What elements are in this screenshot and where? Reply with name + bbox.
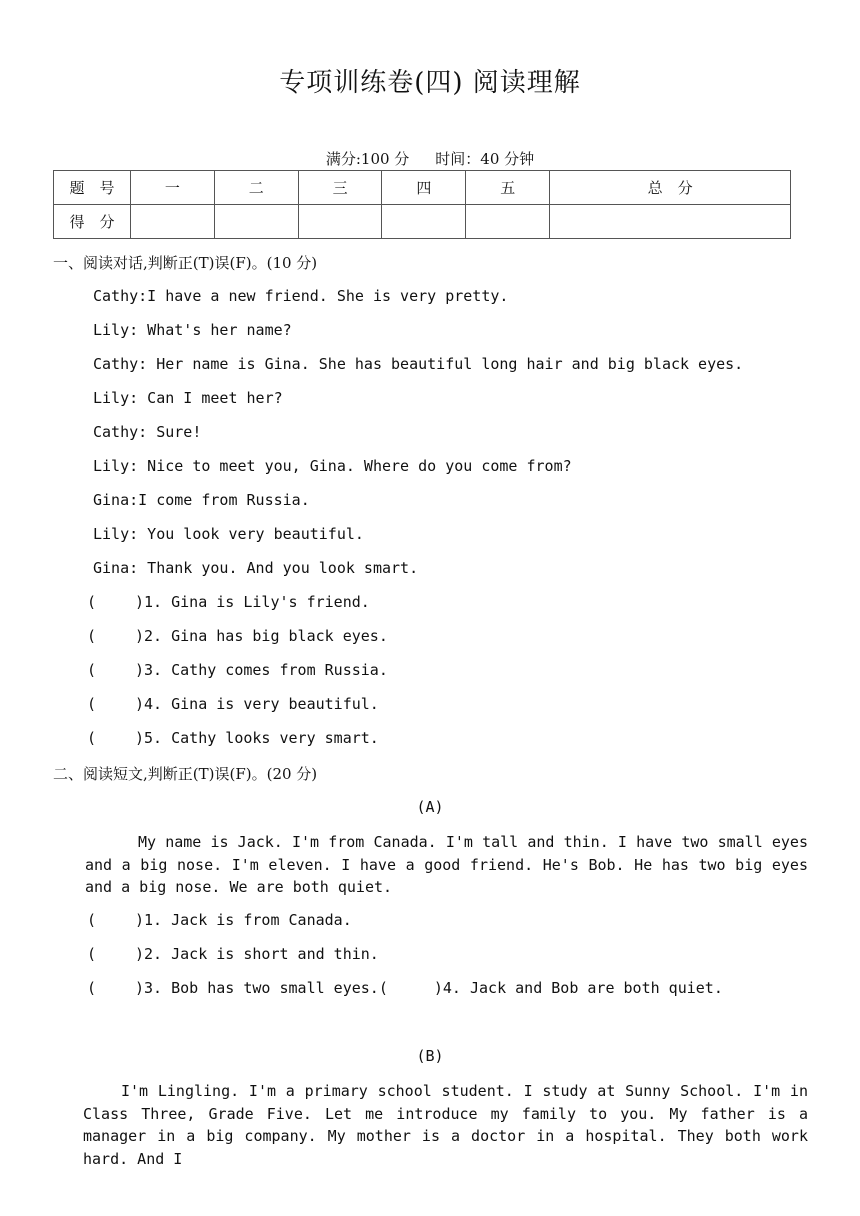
passage-a-text: My name is Jack. I'm from Canada. I'm tall and thin. I have two small eyes and a big nose. I'm eleven. I have a good friend. He's Bob. He has two big eyes and a big nose. We are both quiet. (85, 833, 808, 896)
passage-b-label: (B) (416, 1047, 444, 1065)
dialogue-line: Lily: Can I meet her? (93, 389, 283, 407)
dialogue-line: Lily: You look very beautiful. (93, 525, 364, 543)
score-table-header-row (54, 171, 791, 205)
dialogue-line: Cathy: Her name is Gina. She has beautiful long hair and big black eyes. (93, 355, 744, 373)
score-cell[interactable] (214, 205, 298, 239)
passage-b-text: I'm Lingling. I'm a primary school student. I study at Sunny School. I'm in Class Three, Grade Five. Let me introduce my family to you. My father is a manager in a big company. My mother is a doctor in a hospital. They both work hard. And I (83, 1082, 808, 1168)
dialogue-line: Cathy: Sure! (93, 423, 202, 441)
score-cell[interactable] (382, 205, 466, 239)
question-item: ( )1. Jack is from Canada. (87, 911, 352, 929)
dialogue-line: Cathy:I have a new friend. She is very pretty. (93, 287, 509, 305)
dialogue-line: Lily: What's her name? (93, 321, 292, 339)
question-number-label: 题 号 (54, 171, 131, 205)
exam-meta (0, 148, 860, 169)
dialogue-line: Gina: Thank you. And you look smart. (93, 559, 419, 577)
score-cell[interactable] (131, 205, 215, 239)
question-item: ( )1. Gina is Lily's friend. (87, 593, 370, 611)
score-table-score-row (54, 205, 791, 239)
score-cell[interactable] (298, 205, 382, 239)
column-total: 总 分 (550, 171, 791, 205)
score-cell[interactable] (550, 205, 791, 239)
column-3: 三 (298, 171, 382, 205)
question-item: ( )2. Jack is short and thin. (87, 945, 379, 963)
score-table (53, 170, 791, 239)
question-item: ( )5. Cathy looks very smart. (87, 729, 379, 747)
question-item: ( )3. Cathy comes from Russia. (87, 661, 388, 679)
score-cell[interactable] (466, 205, 550, 239)
dialogue-line: Lily: Nice to meet you, Gina. Where do you come from? (93, 457, 572, 475)
passage-a-label: (A) (416, 798, 444, 816)
section-2-heading: 二、阅读短文,判断正(T)误(F)。(20 分) (53, 765, 318, 783)
column-1: 一 (131, 171, 215, 205)
question-item: ( )2. Gina has big black eyes. (87, 627, 388, 645)
dialogue-line: Gina:I come from Russia. (93, 491, 310, 509)
column-5: 五 (466, 171, 550, 205)
section-1-heading: 一、阅读对话,判断正(T)误(F)。(10 分) (53, 254, 318, 272)
full-score: 满分:100 分 (325, 150, 410, 168)
time-limit: 时间：40 分钟 (435, 150, 535, 168)
question-item: ( )4. Gina is very beautiful. (87, 695, 379, 713)
page-title: 专项训练卷(四) 阅读理解 (279, 68, 581, 98)
question-item: ( )3. Bob has two small eyes.( )4. Jack and Bob are both quiet. (87, 979, 723, 997)
column-4: 四 (382, 171, 466, 205)
column-2: 二 (214, 171, 298, 205)
score-label: 得 分 (54, 205, 131, 239)
